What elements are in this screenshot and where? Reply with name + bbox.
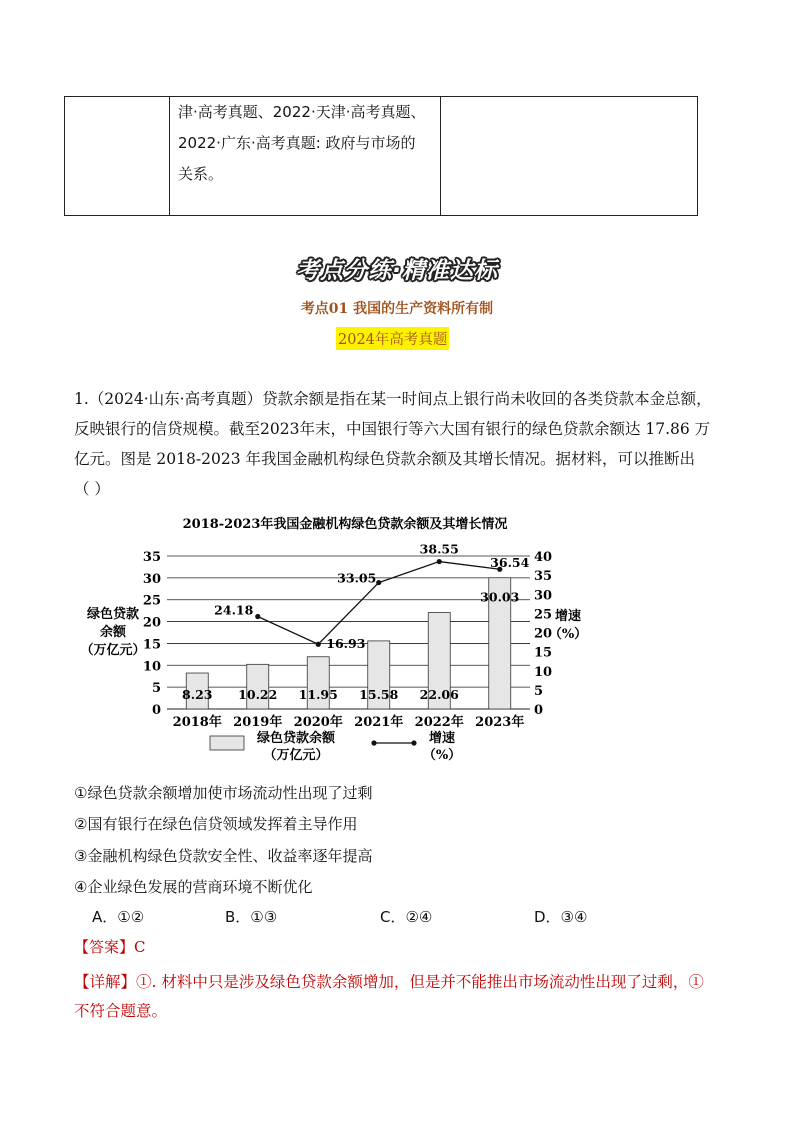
x-tick-label: 2018年 [172, 715, 222, 730]
y2-tick-label: 10 [534, 664, 553, 680]
y2-tick-label: 40 [534, 550, 553, 565]
y-axis-title-line: （万亿元） [80, 643, 146, 658]
y2-axis-title-line: （%） [548, 627, 588, 642]
y-tick-label: 5 [151, 681, 161, 697]
y-tick-label: 15 [142, 637, 161, 653]
y2-tick-label: 5 [534, 683, 544, 699]
section-banner: 考点分练·精准达标 [296, 258, 498, 284]
x-axis-labels [173, 714, 525, 730]
detail-line-2: 不符合题意。 [74, 1002, 168, 1020]
legend-line-point [371, 740, 376, 745]
y-tick-label: 30 [142, 571, 161, 587]
y2-tick-label: 35 [534, 569, 553, 585]
stem-line-4: （ ） [74, 480, 110, 498]
bar-value-label: 8.23 [182, 687, 213, 702]
answer-label: 【答案】C [74, 938, 146, 956]
bar-value-label: 11.95 [298, 687, 338, 702]
statement-3: ③金融机构绿色贷款安全性、收益率逐年提高 [74, 847, 373, 865]
bar-value-label: 30.03 [480, 589, 520, 605]
y2-tick-label: 25 [534, 607, 553, 623]
y2-tick-label: 15 [534, 645, 553, 661]
y-axis-title-line: 绿色贷款 [86, 607, 140, 622]
growth-value-label: 24.18 [214, 602, 254, 618]
table-cell-2 [170, 97, 441, 216]
growth-point [255, 614, 260, 619]
y-tick-label: 35 [142, 550, 161, 565]
stem-line-2: 反映银行的信贷规模。截至2023年末，中国银行等六大国有银行的绿色贷款余额达 17.86 万 [74, 420, 711, 438]
y2-tick-label: 30 [534, 588, 553, 604]
statement-1: ①绿色贷款余额增加使市场流动性出现了过剩 [74, 784, 373, 802]
growth-value-label: 38.55 [419, 541, 459, 557]
table-cell-1 [65, 97, 170, 216]
table-cell-2-line-2: 2022·广东·高考真题: 政府与市场的 [178, 134, 416, 152]
question-stem [74, 384, 734, 504]
choice-b[interactable]: B．①③ [225, 908, 278, 926]
growth-point [316, 642, 321, 647]
table-cell-2-line-1: 津·高考真题、2022·天津·高考真题、 [178, 103, 426, 121]
legend-bar-label: （万亿元） [263, 748, 329, 763]
x-tick-label: 2020年 [293, 715, 343, 730]
answer-detail [74, 968, 734, 1026]
legend-line-point [411, 740, 416, 745]
legend-line-label: （%） [422, 748, 462, 763]
y-tick-label: 0 [151, 703, 161, 718]
growth-value-label: 33.05 [337, 570, 377, 586]
year-tag: 2024年高考真题 [336, 327, 449, 350]
chart-title: 2018-2023年我国金融机构绿色贷款余额及其增长情况 [182, 517, 508, 532]
x-tick-label: 2019年 [233, 715, 283, 730]
y2-tick-label: 20 [534, 626, 553, 642]
choice-c[interactable]: C．②④ [380, 908, 433, 926]
section-title: 考点01 我国的生产资料所有制 [300, 301, 494, 317]
top-table [64, 96, 698, 216]
y-axis-ticks [143, 550, 161, 718]
growth-point [437, 559, 442, 564]
y-tick-label: 20 [142, 615, 161, 631]
growth-line [258, 562, 500, 645]
bar-value-label: 15.58 [359, 687, 399, 702]
growth-value-label: 36.54 [490, 555, 530, 571]
growth-value-label: 16.93 [326, 636, 366, 652]
y-tick-label: 10 [142, 659, 161, 675]
choice-a[interactable]: A．①② [92, 908, 145, 926]
stem-line-3: 亿元。图是 2018-2023 年我国金融机构绿色贷款余额及其增长情况。据材料，可以推断出 [74, 450, 695, 468]
growth-point [376, 580, 381, 585]
stem-line-1: 1.（2024·山东·高考真题）贷款余额是指在某一时间点上银行尚未收回的各类贷款本金总额， [74, 390, 712, 408]
y2-axis-title-line: 增速 [554, 609, 582, 624]
y2-tick-label: 0 [534, 703, 544, 718]
choice-d[interactable]: D．③④ [534, 908, 588, 926]
table-cell-2-line-3: 关系。 [178, 165, 224, 183]
legend-bar-swatch [210, 736, 244, 750]
bar-value-label: 22.06 [419, 687, 459, 702]
detail-line-1: 【详解】①. 材料中只是涉及绿色贷款余额增加，但是并不能推出市场流动性出现了过剩，① [74, 973, 704, 991]
green-loan-chart [70, 510, 670, 772]
legend-line-label: 增速 [428, 731, 456, 746]
y-tick-label: 25 [142, 593, 161, 609]
bar-value-label: 10.22 [238, 687, 278, 702]
y-axis-title-line: 余额 [99, 625, 127, 640]
x-tick-label: 2023年 [475, 715, 525, 730]
y2-axis-title [549, 608, 587, 642]
table-cell-3 [441, 97, 698, 216]
x-tick-label: 2022年 [414, 715, 464, 730]
chart-legend [210, 730, 461, 763]
statement-2: ②国有银行在绿色信贷领域发挥着主导作用 [74, 815, 358, 833]
x-tick-label: 2021年 [354, 715, 404, 730]
y-axis-title [80, 606, 145, 658]
statement-4: ④企业绿色发展的营商环境不断优化 [74, 878, 313, 896]
legend-bar-label: 绿色贷款余额 [256, 731, 336, 746]
